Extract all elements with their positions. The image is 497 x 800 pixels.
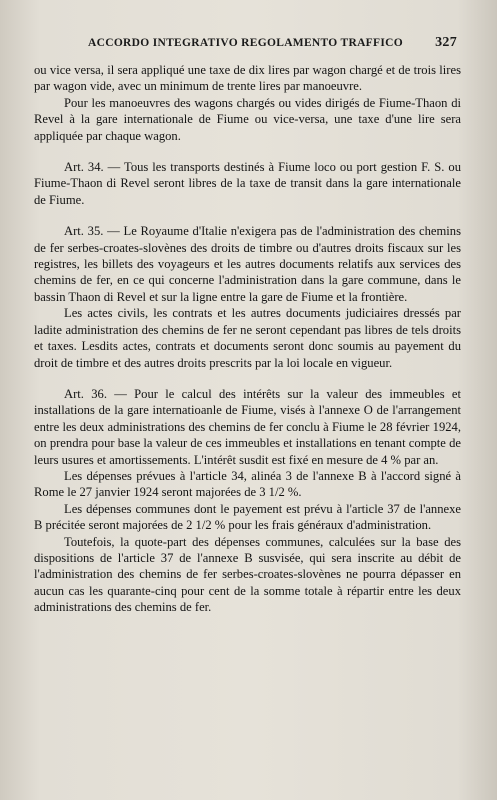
page-header xyxy=(88,37,457,53)
body-text xyxy=(34,62,461,616)
running-title: ACCORDO INTEGRATIVO REGOLAMENTO TRAFFICO xyxy=(88,37,403,49)
article-36: Art. 36. — Pour le calcul des intérêts sur la valeur des immeubles et installations de la gare internatioanle de Fiume, visés à l'annexe O de l'arrangement entre les deux administrations des chemins de fer conclu à Fiume le 28 février 1924, on prendra pour base la valeur de ces immeubles et installations en tenant compte de leurs usures et amortissements. L'intérêt susdit est fixé en mesure de 4 % par an. xyxy=(34,386,461,467)
paragraph-depenses-communes: Les dépenses communes dont le payement est prévu à l'article 37 de l'annexe B précitée seront majorées de 2 1/2 % pour les frais généraux d'administration. xyxy=(34,501,461,533)
page-number: 327 xyxy=(435,35,457,50)
article-35: Art. 35. — Le Royaume d'Italie n'exigera pas de l'administration des chemins de fer serbes-croates-slovènes des droits de timbre ou d'autres droits fiscaux sur les registres, les billets des voyageurs et les autres documents relatifs aux services des chemins de fer, en ce qui concerne l'administration dans la gare commune, dans le bassin Thaon di Revel et sur la ligne entre la gare de Fiume et la frontière. xyxy=(34,224,461,304)
paragraph-depenses-prevues: Les dépenses prévues à l'article 34, alinéa 3 de l'annexe B à l'accord signé à Rome le 27 janvier 1924 seront majorées de 3 1/2 %. xyxy=(34,468,461,500)
article-34: Art. 34. — Tous les transports destinés à Fiume loco ou port gestion F. S. ou Fiume-Thaon di Revel seront libres de la taxe de transit dans la gare internationale de Fiume. xyxy=(34,160,461,207)
paragraph-toutefois: Toutefois, la quote-part des dépenses communes, calculées sur la base des dispositions de l'article 37 de l'annexe B susvisée, qui sera inscrite au débit de l'administration des chemins de fer serbes-croates-slovènes ne pourra dépasser en aucun cas les quarante-cinq pour cent de la somme totale à répartir entre les deux administrations des chemins de fer. xyxy=(34,534,461,615)
paragraph-continuation: ou vice versa, il sera appliqué une taxe de dix lires par wagon chargé et de trois lires par wagon vide, avec un minimum de trente lires par manoeuvre. xyxy=(34,63,461,94)
paragraph-actes-civils: Les actes civils, les contrats et les autres documents judiciaires dressés par ladite administration des chemins de fer ne seront cependant pas libres de tels droits et taxes. Lesdits actes, contrats et documents seront donc soumis au payement du droit de timbre et des autres droits prescrits par la loi locale en vigueur. xyxy=(34,306,461,370)
paragraph-manoeuvres: Pour les manoeuvres des wagons chargés ou vides dirigés de Fiume-Thaon di Revel à la gare internationale de Fiume ou vice-versa, une taxe d'une lire sera appliquée par chaque wagon. xyxy=(34,95,461,143)
